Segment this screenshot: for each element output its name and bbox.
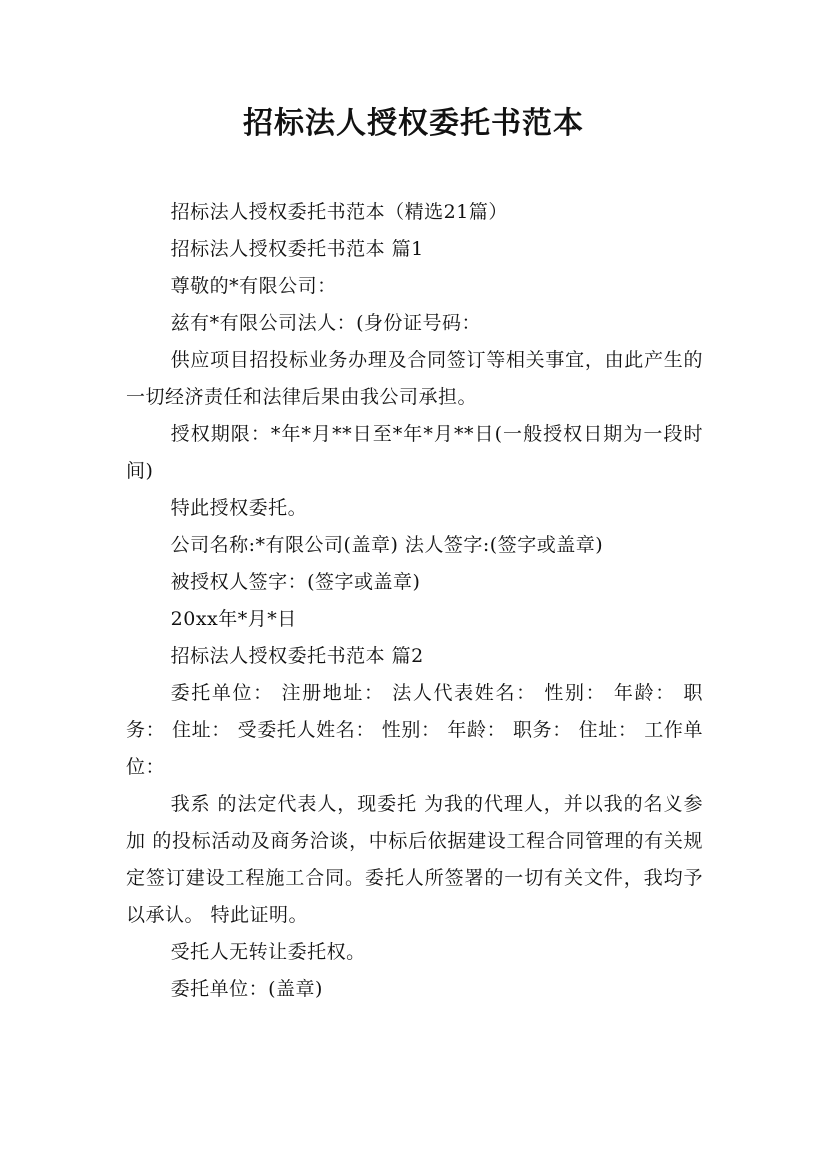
- paragraph-no-transfer: 受托人无转让委托权。: [170, 941, 366, 963]
- paragraph-unit-fields: 委托单位： 注册地址： 法人代表姓名： 性别： 年龄： 职务： 住址： 受委托人姓名： 性别： 年龄： 职务： 住址： 工作单位：: [126, 682, 703, 778]
- paragraph-delegation: 我系 的法定代表人，现委托 为我的代理人，并以我的名义参加 的投标活动及商务洽谈，中标后依据建设工程合同管理的有关规定签订建设工程施工合同。委托人所签署的一切有关文件，我均予以承认。 特此证明。: [126, 793, 703, 926]
- paragraph-period: 授权期限：*年*月**日至*年*月**日(一般授权日期为一段时间): [126, 423, 703, 482]
- paragraph-unit-seal: 委托单位：(盖章): [170, 978, 323, 1000]
- paragraph-section-1-heading: 招标法人授权委托书范本 篇1: [170, 238, 424, 260]
- paragraph-date: 20xx年*月*日: [170, 608, 297, 630]
- document-title: 招标法人授权委托书范本: [243, 106, 584, 141]
- paragraph-heading-collection: 招标法人授权委托书范本（精选21篇）: [170, 201, 508, 223]
- paragraph-company-signature: 公司名称:*有限公司(盖章) 法人签字:(签字或盖章): [170, 534, 604, 556]
- paragraph-salutation: 尊敬的*有限公司：: [170, 275, 337, 297]
- paragraph-authorized-signature: 被授权人签字：(签字或盖章): [170, 571, 421, 593]
- document-body: [126, 194, 703, 1008]
- paragraph-scope: 供应项目招投标业务办理及合同签订等相关事宜，由此产生的一切经济责任和法律后果由我公司承担。: [126, 349, 703, 408]
- paragraph-authorization: 特此授权委托。: [170, 497, 308, 519]
- paragraph-section-2-heading: 招标法人授权委托书范本 篇2: [170, 645, 424, 667]
- paragraph-legal-person: 兹有*有限公司法人：(身份证号码：: [170, 312, 482, 334]
